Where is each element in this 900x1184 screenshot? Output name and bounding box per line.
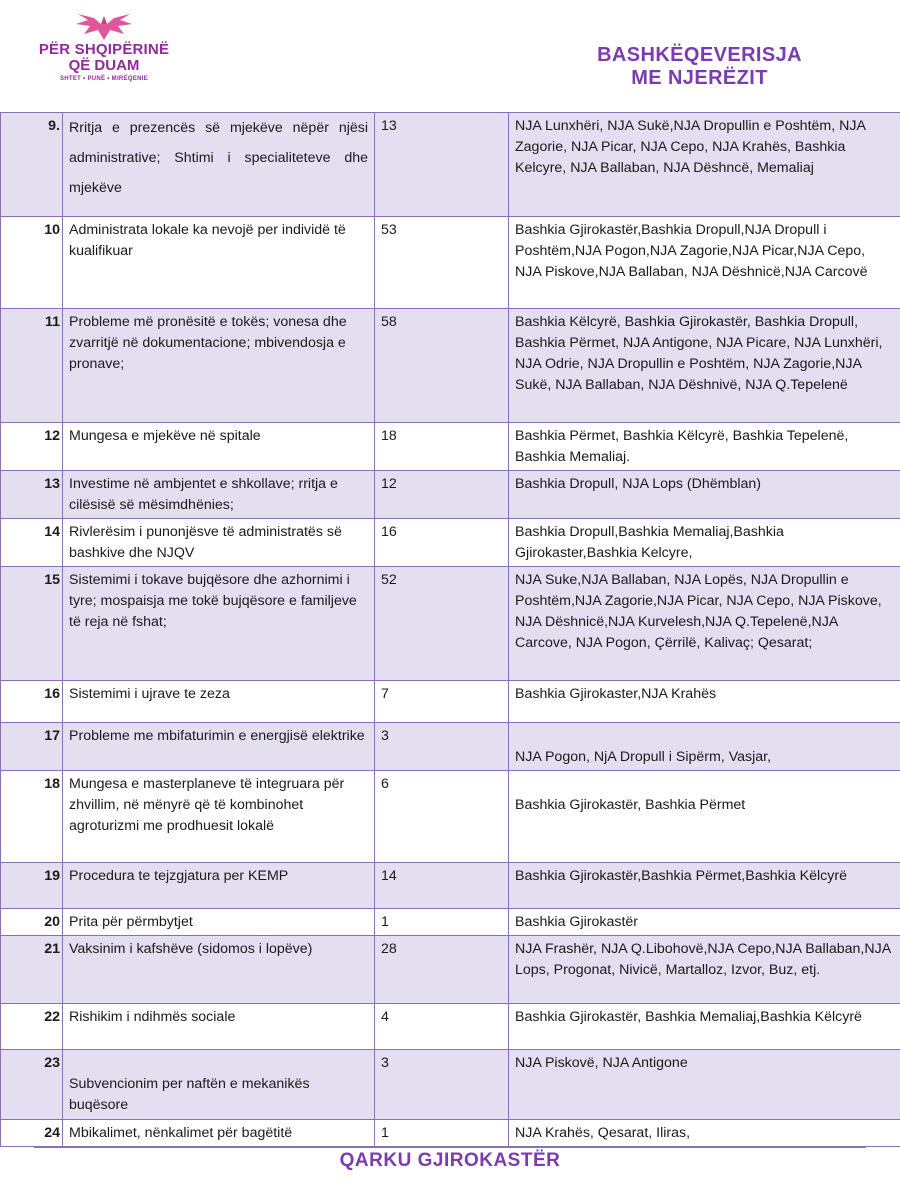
footer-title: QARKU GJIROKASTËR	[339, 1150, 561, 1171]
table-row	[1, 471, 900, 519]
row-number: 14	[1, 519, 63, 567]
row-places: Bashkia Gjirokastër,Bashkia Përmet,Bashkia Këlcyrë	[509, 863, 900, 909]
row-issue: Rivlerësim i punonjësve të administratës së bashkive dhe NJQV	[63, 519, 375, 567]
row-places: Bashkia Gjirokastër,Bashkia Dropull,NJA Dropull i Poshtëm,NJA Pogon,NJA Zagorie,NJA Picar,NJA Cepo, NJA Piskove,NJA Ballaban, NJA Dëshnicë,NJA Carcovë	[509, 217, 900, 309]
footer-divider	[34, 1147, 866, 1148]
row-number: 18	[1, 771, 63, 863]
row-count: 58	[375, 309, 509, 423]
row-number: 23	[1, 1050, 63, 1120]
row-number: 24	[1, 1120, 63, 1147]
row-number: 12	[1, 423, 63, 471]
row-number: 10	[1, 217, 63, 309]
row-places: NJA Krahës, Qesarat, Iliras,	[509, 1120, 900, 1147]
row-number: 22	[1, 1004, 63, 1050]
row-count: 13	[375, 113, 509, 217]
page-header	[0, 0, 900, 112]
row-number: 13	[1, 471, 63, 519]
table-row	[1, 723, 900, 771]
table-row	[1, 519, 900, 567]
issues-table	[0, 112, 900, 1147]
row-issue: Probleme me mbifaturimin e energjisë elektrike	[63, 723, 375, 771]
row-count: 16	[375, 519, 509, 567]
table-row	[1, 567, 900, 681]
table-row	[1, 1120, 900, 1147]
row-count: 52	[375, 567, 509, 681]
row-count: 12	[375, 471, 509, 519]
row-count: 53	[375, 217, 509, 309]
row-places: NJA Suke,NJA Ballaban, NJA Lopës, NJA Dropullin e Poshtëm,NJA Zagorie,NJA Picar, NJA Cepo, NJA Piskove, NJA Dëshnicë,NJA Kurvelesh,NJA Q.Tepelenë,NJA Carcove, NJA Pogon, Çërrilë, Kalivaç; Qesarat;	[509, 567, 900, 681]
row-issue: Mungesa e masterplaneve të integruara për zhvillim, në mënyrë që të kombinohet agroturizmi me prodhuesit lokalë	[63, 771, 375, 863]
row-issue: Probleme më pronësitë e tokës; vonesa dhe zvarritjë në dokumentacione; mbivendosja e pronave;	[63, 309, 375, 423]
row-issue: Mbikalimet, nënkalimet për bagëtitë	[63, 1120, 375, 1147]
row-places: Bashkia Gjirokastër, Bashkia Përmet	[509, 771, 900, 863]
row-places: Bashkia Dropull, NJA Lops (Dhëmblan)	[509, 471, 900, 519]
row-issue: Subvencionim per naftën e mekanikës buqësore	[63, 1050, 375, 1120]
row-issue: Sistemimi i ujrave te zeza	[63, 681, 375, 723]
row-places: Bashkia Gjirokaster,NJA Krahës	[509, 681, 900, 723]
row-count: 7	[375, 681, 509, 723]
row-number: 11	[1, 309, 63, 423]
row-places: Bashkia Gjirokastër	[509, 909, 900, 936]
row-count: 14	[375, 863, 509, 909]
row-issue: Sistemimi i tokave bujqësore dhe azhornimi i tyre; mospaisja me tokë bujqësore e familjeve të reja në fshat;	[63, 567, 375, 681]
table-row	[1, 423, 900, 471]
table-row	[1, 681, 900, 723]
table-row	[1, 113, 900, 217]
row-number: 16	[1, 681, 63, 723]
row-issue: Vaksinim i kafshëve (sidomos i lopëve)	[63, 936, 375, 1004]
row-issue: Investime në ambjentet e shkollave; rritja e cilësisë së mësimdhënies;	[63, 471, 375, 519]
row-places: NJA Pogon, NjA Dropull i Sipërm, Vasjar,	[509, 723, 900, 771]
row-count: 1	[375, 909, 509, 936]
party-logo	[38, 12, 170, 96]
row-places: Bashkia Dropull,Bashkia Memaliaj,Bashkia Gjirokaster,Bashkia Kelcyre,	[509, 519, 900, 567]
table-row	[1, 936, 900, 1004]
row-places: NJA Piskovë, NJA Antigone	[509, 1050, 900, 1120]
row-number: 19	[1, 863, 63, 909]
header-title-line-1: BASHKËQEVERISJA	[597, 44, 802, 66]
row-issue: Rishikim i ndihmës sociale	[63, 1004, 375, 1050]
row-issue: Procedura te tejzgjatura per KEMP	[63, 863, 375, 909]
eagle-icon	[74, 12, 134, 42]
row-count: 3	[375, 1050, 509, 1120]
table-row	[1, 1004, 900, 1050]
row-places: Bashkia Këlcyrë, Bashkia Gjirokastër, Bashkia Dropull, Bashkia Përmet, NJA Antigone, NJA Picare, NJA Lunxhëri, NJA Odrie, NJA Dropullin e Poshtëm, NJA Zagorie,NJA Sukë, NJA Ballaban, NJA Dëshnivë, NJA Q.Tepelenë	[509, 309, 900, 423]
table-row	[1, 1050, 900, 1120]
header-title-line-2: ME NJERËZIT	[631, 67, 768, 89]
row-count: 1	[375, 1120, 509, 1147]
row-issue: Prita për përmbytjet	[63, 909, 375, 936]
row-number: 9.	[1, 113, 63, 217]
row-count: 3	[375, 723, 509, 771]
row-count: 6	[375, 771, 509, 863]
row-issue: Administrata lokale ka nevojë per individë të kualifikuar	[63, 217, 375, 309]
row-count: 4	[375, 1004, 509, 1050]
header-title	[597, 44, 802, 90]
row-number: 21	[1, 936, 63, 1004]
table-row	[1, 309, 900, 423]
row-issue: Mungesa e mjekëve në spitale	[63, 423, 375, 471]
row-number: 20	[1, 909, 63, 936]
logo-line-1: PËR SHQIPËRINË	[38, 41, 170, 58]
row-places: Bashkia Përmet, Bashkia Këlcyrë, Bashkia Tepelenë, Bashkia Memaliaj.	[509, 423, 900, 471]
logo-tagline: SHTET • PUNË • MIRËQENIE	[59, 76, 149, 82]
row-issue: Rritja e prezencës së mjekëve nëpër njësi administrative; Shtimi i specialiteteve dhe mjekëve	[63, 113, 375, 217]
logo-line-2: QË DUAM	[68, 57, 140, 74]
table-row	[1, 909, 900, 936]
row-count: 28	[375, 936, 509, 1004]
row-number: 15	[1, 567, 63, 681]
row-places: NJA Lunxhëri, NJA Sukë,NJA Dropullin e Poshtëm, NJA Zagorie, NJA Picar, NJA Cepo, NJA Krahës, Bashkia Kelcyre, NJA Ballaban, NJA Dëshncë, Memaliaj	[509, 113, 900, 217]
row-count: 18	[375, 423, 509, 471]
row-places: NJA Frashër, NJA Q.Libohovë,NJA Cepo,NJA Ballaban,NJA Lops, Progonat, Nivicë, Martalloz, Izvor, Buz, etj.	[509, 936, 900, 1004]
table-row	[1, 217, 900, 309]
row-places: Bashkia Gjirokastër, Bashkia Memaliaj,Bashkia Këlcyrë	[509, 1004, 900, 1050]
table-row	[1, 771, 900, 863]
table-row	[1, 863, 900, 909]
row-number: 17	[1, 723, 63, 771]
